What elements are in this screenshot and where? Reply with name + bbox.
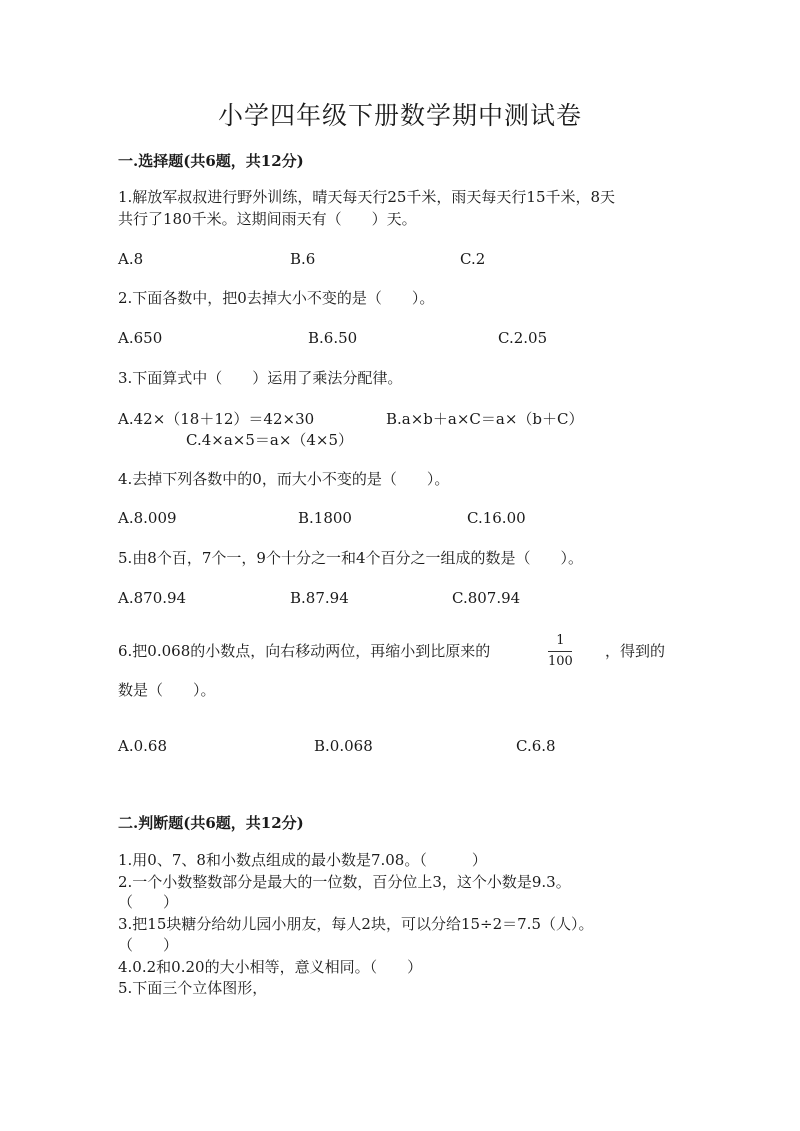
fraction-bar (548, 651, 572, 652)
section-heading-judgement: 二.判断题(共6题，共12分) (118, 814, 304, 832)
question-1-line-1: 1.解放军叔叔进行野外训练，晴天每天行25千米，雨天每天行15千米，8天 (118, 188, 616, 206)
question-4-line-1: 4.去掉下列各数中的0，而大小不变的是（ ）。 (118, 470, 450, 488)
judgement-line-1: 1.用0、7、8和小数点组成的最小数是7.08。（ ） (118, 851, 487, 869)
question-6-option-c: C.6.8 (516, 737, 556, 755)
section-heading-choice: 一.选择题(共6题，共12分) (118, 152, 304, 170)
judgement-line-2: 2.一个小数整数部分是最大的一位数，百分位上3，这个小数是9.3。 (118, 873, 571, 891)
question-1-option-c: C.2 (460, 250, 486, 268)
fraction-denominator: 100 (548, 654, 573, 669)
question-2-line-1: 2.下面各数中，把0去掉大小不变的是（ ）。 (118, 289, 435, 307)
question-5-option-a: A.870.94 (118, 589, 187, 607)
question-1-option-b: B.6 (290, 250, 316, 268)
question-3-option-c: C.4×a×5＝a×（4×5） (186, 431, 354, 449)
question-4-option-c: C.16.00 (467, 509, 526, 527)
judgement-line-7: 5.下面三个立体图形， (118, 979, 268, 997)
question-6-option-a: A.0.68 (118, 737, 167, 755)
question-3-option-b: B.a×b＋a×C＝a×（b＋C） (386, 410, 584, 428)
question-6-option-b: B.0.068 (314, 737, 373, 755)
question-2-option-a: A.650 (118, 329, 163, 347)
judgement-line-5: （ ） (118, 936, 179, 954)
question-1-option-a: A.8 (118, 250, 144, 268)
question-5-option-b: B.87.94 (290, 589, 349, 607)
question-3-option-a: A.42×（18＋12）＝42×30 (118, 410, 315, 428)
question-3-line-1: 3.下面算式中（ ）运用了乘法分配律。 (118, 369, 403, 387)
question-6-line-2: 数是（ ）。 (118, 681, 216, 699)
page-title: 小学四年级下册数学期中测试卷 (217, 101, 582, 130)
question-2-option-c: C.2.05 (498, 329, 548, 347)
judgement-line-4: 3.把15块糖分给幼儿园小朋友，每人2块，可以分给15÷2＝7.5（人）。 (118, 915, 594, 933)
question-6-text-after: ，得到的 (605, 642, 666, 660)
question-6-fraction (548, 634, 573, 669)
question-1-line-2: 共行了180千米。这期间雨天有（ ）天。 (118, 210, 417, 228)
question-4-option-a: A.8.009 (118, 509, 177, 527)
question-4-option-b: B.1800 (298, 509, 352, 527)
judgement-line-3: （ ） (118, 893, 179, 911)
question-6-text-before: 6.把0.068的小数点，向右移动两位，再缩小到比原来的 (118, 642, 491, 660)
judgement-line-6: 4.0.2和0.20的大小相等，意义相同。（ ） (118, 958, 423, 976)
question-5-line-1: 5.由8个百，7个一，9个十分之一和4个百分之一组成的数是（ ）。 (118, 549, 583, 567)
question-5-option-c: C.807.94 (452, 589, 521, 607)
question-2-option-b: B.6.50 (308, 329, 358, 347)
fraction-numerator: 1 (556, 633, 565, 648)
